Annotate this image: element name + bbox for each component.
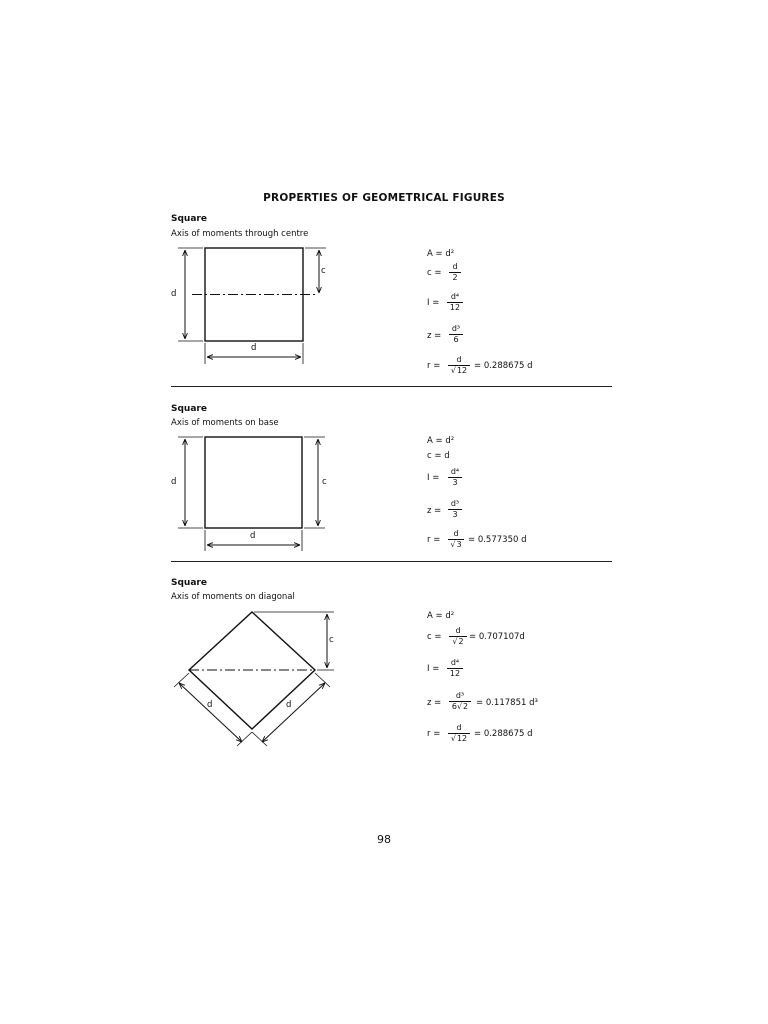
label-d-bottom: d: [250, 531, 256, 541]
formula-c-lhs: c =: [427, 268, 442, 278]
label-d-bottom: d: [251, 343, 257, 353]
label-d-side: d: [171, 477, 177, 487]
formula-I-lhs: I =: [427, 664, 440, 674]
formula-r-lhs: r =: [427, 729, 441, 739]
formula-r-fraction: $\frac{d}{√12}$: [448, 355, 470, 376]
formula-z-lhs: z =: [427, 331, 442, 341]
formula-r-lhs: r =: [427, 361, 441, 371]
formula-c-value: = 0.707107d: [469, 632, 525, 642]
label-c: c: [329, 635, 334, 645]
label-d-right: d: [286, 700, 292, 710]
formula-z-fraction: $\frac{\text{d³}}{6}$: [449, 324, 463, 345]
formula-c-fraction: $\frac{d}{√2}$: [449, 626, 467, 647]
formula-r-lhs: r =: [427, 535, 441, 545]
formula-r-fraction: $\frac{d}{√12}$: [448, 723, 470, 744]
formula-I-lhs: I =: [427, 298, 440, 308]
formula-z-fraction: $\frac{\text{d³}}{3}$: [448, 499, 462, 520]
section-2-heading: Square: [171, 404, 207, 414]
formula-I-fraction: $\frac{\text{d⁴}}{3}$: [448, 467, 462, 488]
section-2-subheading: Axis of moments on base: [171, 418, 279, 428]
label-c: c: [321, 266, 326, 276]
formula-z-value: = 0.117851 d³: [476, 698, 538, 708]
diamond-shape: [189, 612, 315, 729]
formula-r-value: = 0.577350 d: [468, 535, 527, 545]
section-1-subheading: Axis of moments through centre: [171, 229, 309, 239]
formula-I-fraction: $\frac{\text{d⁴}}{12}$: [447, 292, 463, 313]
section-3-heading: Square: [171, 578, 207, 588]
section-1-heading: Square: [171, 214, 207, 224]
formula-A: A = d²: [427, 436, 455, 446]
formula-c-lhs: c =: [427, 632, 442, 642]
page-title: PROPERTIES OF GEOMETRICAL FIGURES: [263, 192, 505, 204]
d-left-dimension: [179, 683, 242, 742]
formula-z-fraction: $\frac{\text{d³}}{6√2}$: [449, 691, 471, 712]
label-d-side: d: [171, 289, 177, 299]
formula-r-value: = 0.288675 d: [474, 361, 533, 371]
formula-r-fraction: $\frac{d}{√3}$: [448, 529, 464, 550]
formula-A: A = d²: [427, 611, 455, 621]
formula-z-lhs: z =: [427, 698, 442, 708]
formula-z-lhs: z =: [427, 506, 442, 516]
formula-I-lhs: I =: [427, 473, 440, 483]
label-c: c: [322, 477, 327, 487]
page-number: 98: [377, 833, 391, 846]
formula-r-value: = 0.288675 d: [474, 729, 533, 739]
formula-c-fraction: $\frac{d}{2}$: [449, 262, 461, 283]
section-3-subheading: Axis of moments on diagonal: [171, 592, 295, 602]
formula-A: A = d²: [427, 249, 455, 259]
label-d-left: d: [207, 700, 213, 710]
formula-c: c = d: [427, 451, 450, 461]
formula-I-fraction: $\frac{\text{d⁴}}{12}$: [447, 658, 463, 679]
d-right-dimension: [262, 683, 325, 742]
